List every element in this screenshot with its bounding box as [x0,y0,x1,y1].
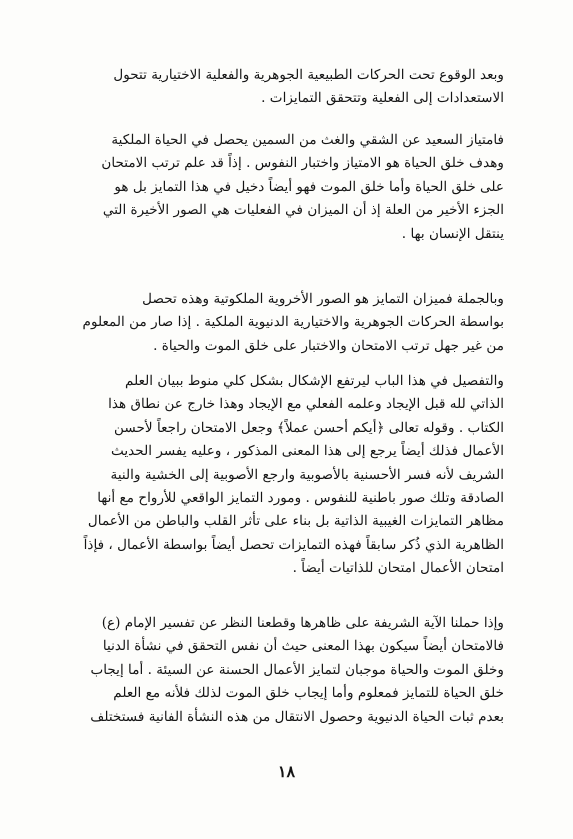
text-line: الذاتي لله قبل الإيجاد وعلمه الفعلي مع الإيجاد وهذا خارج عن نطاق هذا [108,396,504,413]
text-line: من غير جهل ترتب الامتحان والاختبار على خلق الموت والحياة . [153,337,504,354]
paragraph-1 [74,64,504,111]
text-line: الأعمال فذلك أيضاً يرجع إلى هذا المعنى المذكور ، وعليه يفسر الحديث [111,443,504,460]
paragraph-4 [74,370,504,581]
paragraph-5 [74,612,504,729]
text-line: امتحان الأعمال امتحان للذاتيات أيضاً . [292,560,504,577]
text-line: الصادقة وتلك صور باطنية للنفوس . ومورد التمايز الواقعي للأرواح مع أنها [97,490,504,507]
text-line: وهدف خلق الحياة هو الامتياز واختبار النفوس . إذاً قد علم ترتب الامتحان [101,155,504,172]
text-line: الجزء الأخير من العلة إذ أن الميزان في الفعليات هي الصور الأخيرة التي [102,202,504,219]
page-number: ١٨ [277,762,296,781]
text-line: وخلق الموت والحياة موجبان لتمايز الأعمال الحسنة عن السيئة . أما إيجاب [90,661,504,678]
text-line: فامتياز السعيد عن الشقي والغث من السمين يحصل في الحياة الملكية [111,132,504,148]
paragraph-2 [74,129,504,246]
text-line: وبالجملة فميزان التمايز هو الصور الأخروية الملكوتية وهذه تحصل [142,291,504,307]
text-line: الكتاب . وقوله تعالى ﴿أيكم أحسن عملاً﴾ وجعل الامتحان راجعاً لأحسن [114,419,504,436]
text-line: وبعد الوقوع تحت الحركات الطبيعية الجوهرية والفعلية الاختيارية تتحول [113,67,504,83]
text-line: على خلق الحياة وأما خلق الموت فهو أيضاً دخيل في هذا التمايز بل هو [114,178,504,195]
paragraph-3 [74,288,504,358]
text-line: فالامتحان أيضاً سيكون بهذا المعنى حيث أن نفس التحقق في نشأة الدنيا [102,638,504,655]
text-line: بعدم ثبات الحياة الدنيوية وحصول الانتقال من هذه النشأة الفانية فستختلف [90,708,504,725]
text-line: الاستعدادات إلى الفعلية وتتحقق التمايزات . [261,90,504,107]
text-line: الشريف لأنه فسر الأحسنية بالأصوبية وارجع الأصوبية إلى الخشية والنية [110,466,504,483]
text-line: وإذا حملنا الآية الشريفة على ظاهرها وقطعنا النظر عن تفسير الإمام (ع) [101,615,504,631]
text-line: بواسطة الحركات الجوهرية والاختيارية الدنيوية الملكية . إذا صار من المعلوم [82,314,504,331]
text-line: الظاهرية الذي ذُكر سابقاً فهذه التمايزات تحصل أيضاً بواسطة الأعمال ، فإذاً [83,536,504,553]
text-line: مظاهر التمايزات الغيبية الذاتية بل بناء على تأثر القلب والباطن من الأعمال [87,513,504,530]
text-line: خلق الحياة للتمايز فمعلوم وأما إيجاب خلق الموت لذلك فلأنه مع العلم [113,685,504,702]
text-line: ينتقل الإنسان بها . [401,225,504,242]
text-line: والتفصيل في هذا الباب ليرتفع الإشكال بشكل كلي منوط ببيان العلم [125,373,504,389]
